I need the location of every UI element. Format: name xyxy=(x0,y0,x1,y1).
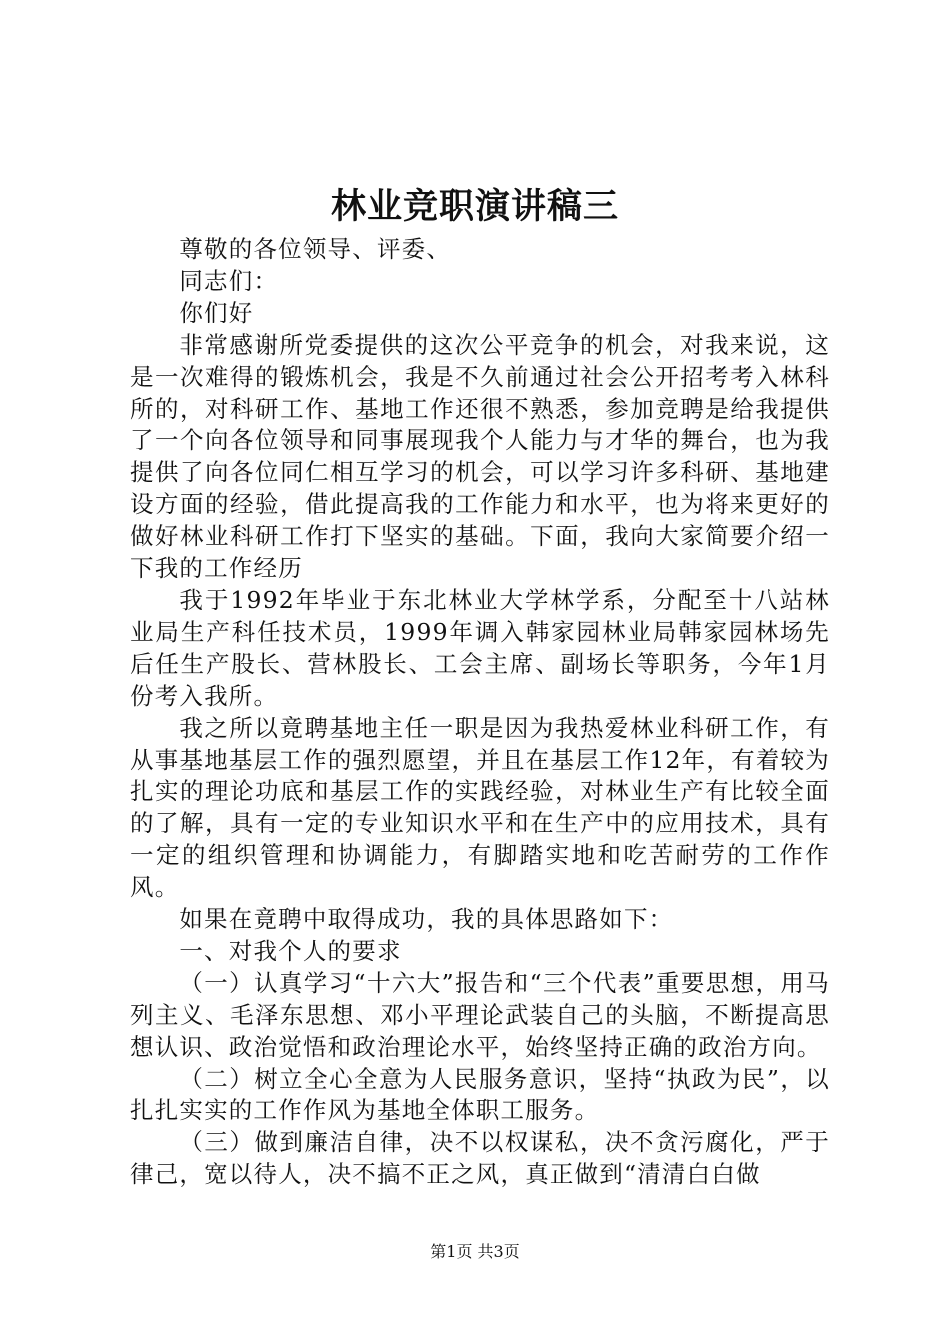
section-heading-1: 一、对我个人的要求 xyxy=(179,936,402,965)
salutation-line-1: 尊敬的各位领导、评委、 xyxy=(179,235,452,263)
paragraph-item-2: （二）树立全心全意为人民服务意识，坚持“执政为民”，以扎扎实实的工作作风为基地全体职工服务。 xyxy=(130,1064,830,1125)
paragraph-intro: 非常感谢所党委提供的这次公平竞争的机会，对我来说，这是一次难得的锻炼机会，我是不久前通过社会公开招考考入林科所的，对科研工作、基地工作还很不熟悉，参加竞聘是给我提供了一个向各位领导和同事展现我个人能力与才华的舞台，也为我提供了向各位同仁相互学习的机会，可以学习许多科研、基地建设方面的经验，借此提高我的工作能力和水平，也为将来更好的做好林业科研工作打下坚实的基础。下面，我向大家简要介绍一下我的工作经历 xyxy=(130,330,830,583)
salutation-line-2: 同志们： xyxy=(179,266,279,295)
paragraph-plan-intro: 如果在竟聘中取得成功，我的具体思路如下： xyxy=(179,905,674,934)
document-title: 林业竞职演讲稿三 xyxy=(330,187,619,227)
document-body xyxy=(130,234,830,1191)
paragraph-motivation: 我之所以竟聘基地主任一职是因为我热爱林业科研工作，有从事基地基层工作的强烈愿望，并且在基层工作12年，有着较为扎实的理论功底和基层工作的实践经验，对林业生产有比较全面的了解，具有一定的专业知识水平和在生产中的应用技术，具有一定的组织管理和协调能力，有脚踏实地和吃苦耐劳的工作作风。 xyxy=(130,713,830,902)
greeting-line: 你们好 xyxy=(179,298,254,327)
page-footer: 第1页 共3页 xyxy=(430,1242,520,1261)
paragraph-item-3: （三）做到廉洁自律，决不以权谋私，决不贪污腐化，严于律己，宽以待人，决不搞不正之风，真正做到“清清白白做 xyxy=(130,1128,830,1189)
paragraph-experience: 我于1992年毕业于东北林业大学林学系，分配至十八站林业局生产科任技术员，1999年调入韩家园林业局韩家园林场先后任生产股长、营林股长、工会主席、副场长等职务，今年1月份考入我所。 xyxy=(130,585,830,710)
paragraph-item-1: （一）认真学习“十六大”报告和“三个代表”重要思想，用马列主义、毛泽东思想、邓小平理论武装自己的头脑，不断提高思想认识、政治觉悟和政治理论水平，始终坚持正确的政治方向。 xyxy=(130,968,830,1061)
